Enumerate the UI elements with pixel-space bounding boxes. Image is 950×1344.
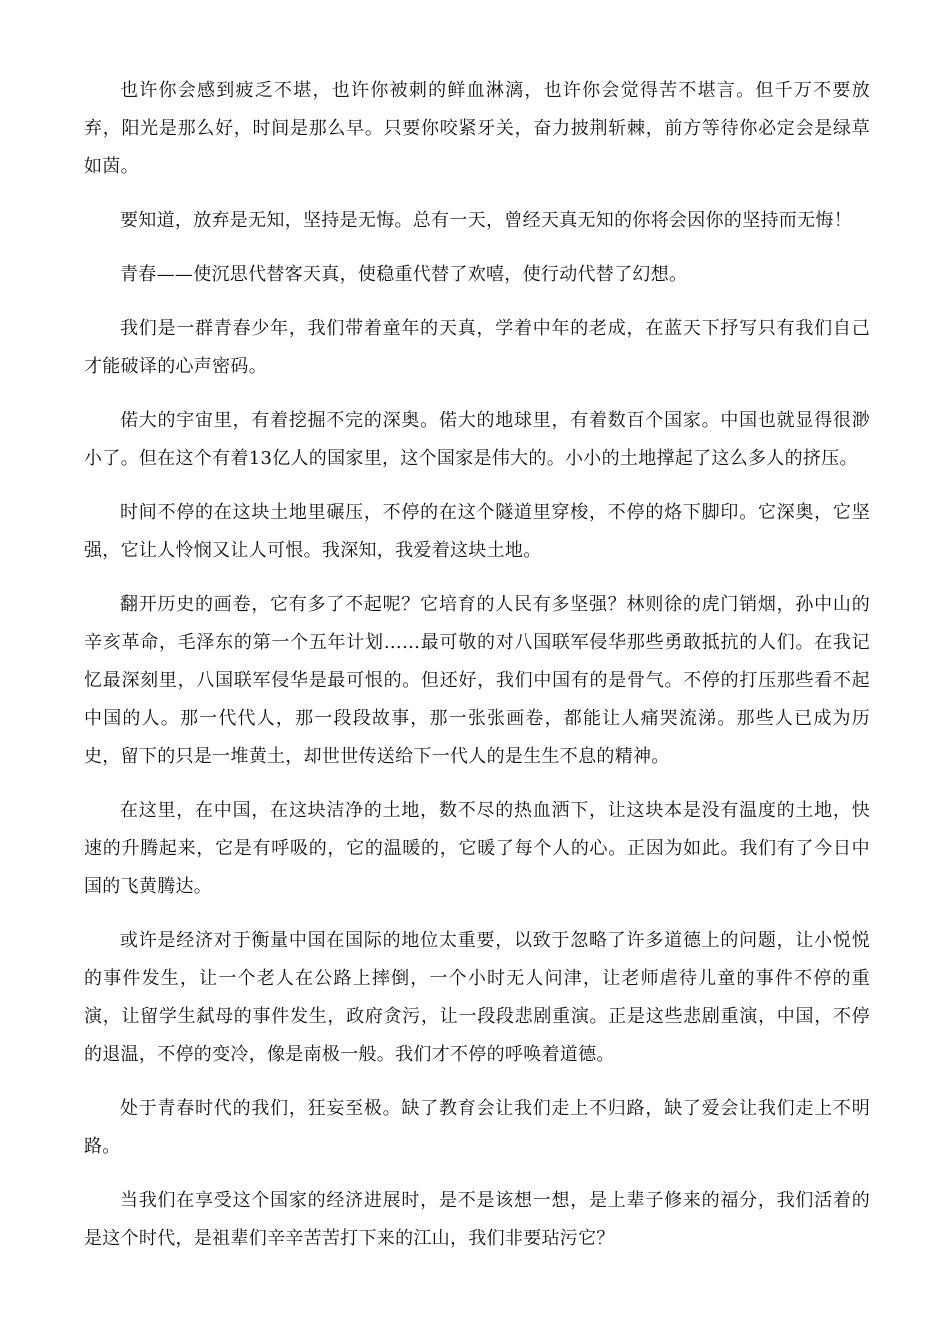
paragraph: 当我们在享受这个国家的经济进展时，是不是该想一想，是上辈子修来的福分，我们活着的是这个时代，是祖辈们辛辛苦苦打下来的江山，我们非要玷污它？ [84,1190,870,1249]
paragraph: 要知道，放弃是无知，坚持是无悔。总有一天，曾经天真无知的你将会因你的坚持而无悔！ [120,210,852,231]
paragraph: 时间不停的在这块土地里碾压，不停的在这个隧道里穿梭，不停的烙下脚印。它深奥，它坚强，它让人怜悯又让人可恨。我深知，我爱着这块土地。 [84,502,870,561]
paragraph: 也许你会感到疲乏不堪，也许你被刺的鲜血淋漓，也许你会觉得苦不堪言。但千万不要放弃，阳光是那么好，时间是那么早。只要你咬紧牙关，奋力披荆斩棘，前方等待你必定会是绿草如茵。 [84,80,870,177]
paragraph: 在这里，在中国，在这块洁净的土地，数不尽的热血洒下，让这块本是没有温度的土地，快速的升腾起来，它是有呼吸的，它的温暖的，它暖了每个人的心。正因为如此。我们有了今日中国的飞黄腾达。 [84,800,870,897]
document-body [84,72,870,1274]
paragraph: 翻开历史的画卷，它有多了不起呢？它培育的人民有多坚强？林则徐的虎门销烟，孙中山的辛亥革命，毛泽东的第一个五年计划……最可敬的对八国联军侵华那些勇敢抵抗的人们。在我记忆最深刻里，八国联军侵华是最可恨的。但还好，我们中国有的是骨气。不停的打压那些看不起中国的人。那一代代人，那一段段故事，那一张张画卷，都能让人痛哭流涕。那些人已成为历史，留下的只是一堆黄土，却世世传送给下一代人的是生生不息的精神。 [84,594,870,767]
paragraph: 或许是经济对于衡量中国在国际的地位太重要，以致于忽略了许多道德上的问题，让小悦悦的事件发生，让一个老人在公路上摔倒，一个小时无人问津，让老师虐待儿童的事件不停的重演，让留学生弑母的事件发生，政府贪污，让一段段悲剧重演。正是这些悲剧重演，中国，不停的退温，不停的变冷，像是南极一般。我们才不停的呼唤着道德。 [84,930,870,1065]
paragraph: 偌大的宇宙里，有着挖掘不完的深奥。偌大的地球里，有着数百个国家。中国也就显得很渺小了。但在这个有着13亿人的国家里，这个国家是伟大的。小小的土地撑起了这么多人的挤压。 [84,410,870,469]
paragraph: 我们是一群青春少年，我们带着童年的天真，学着中年的老成，在蓝天下抒写只有我们自己才能破译的心声密码。 [84,318,870,377]
paragraph: 处于青春时代的我们，狂妄至极。缺了教育会让我们走上不归路，缺了爱会让我们走上不明路。 [84,1098,870,1157]
paragraph: 青春——使沉思代替客天真，使稳重代替了欢嘻，使行动代替了幻想。 [120,264,688,285]
